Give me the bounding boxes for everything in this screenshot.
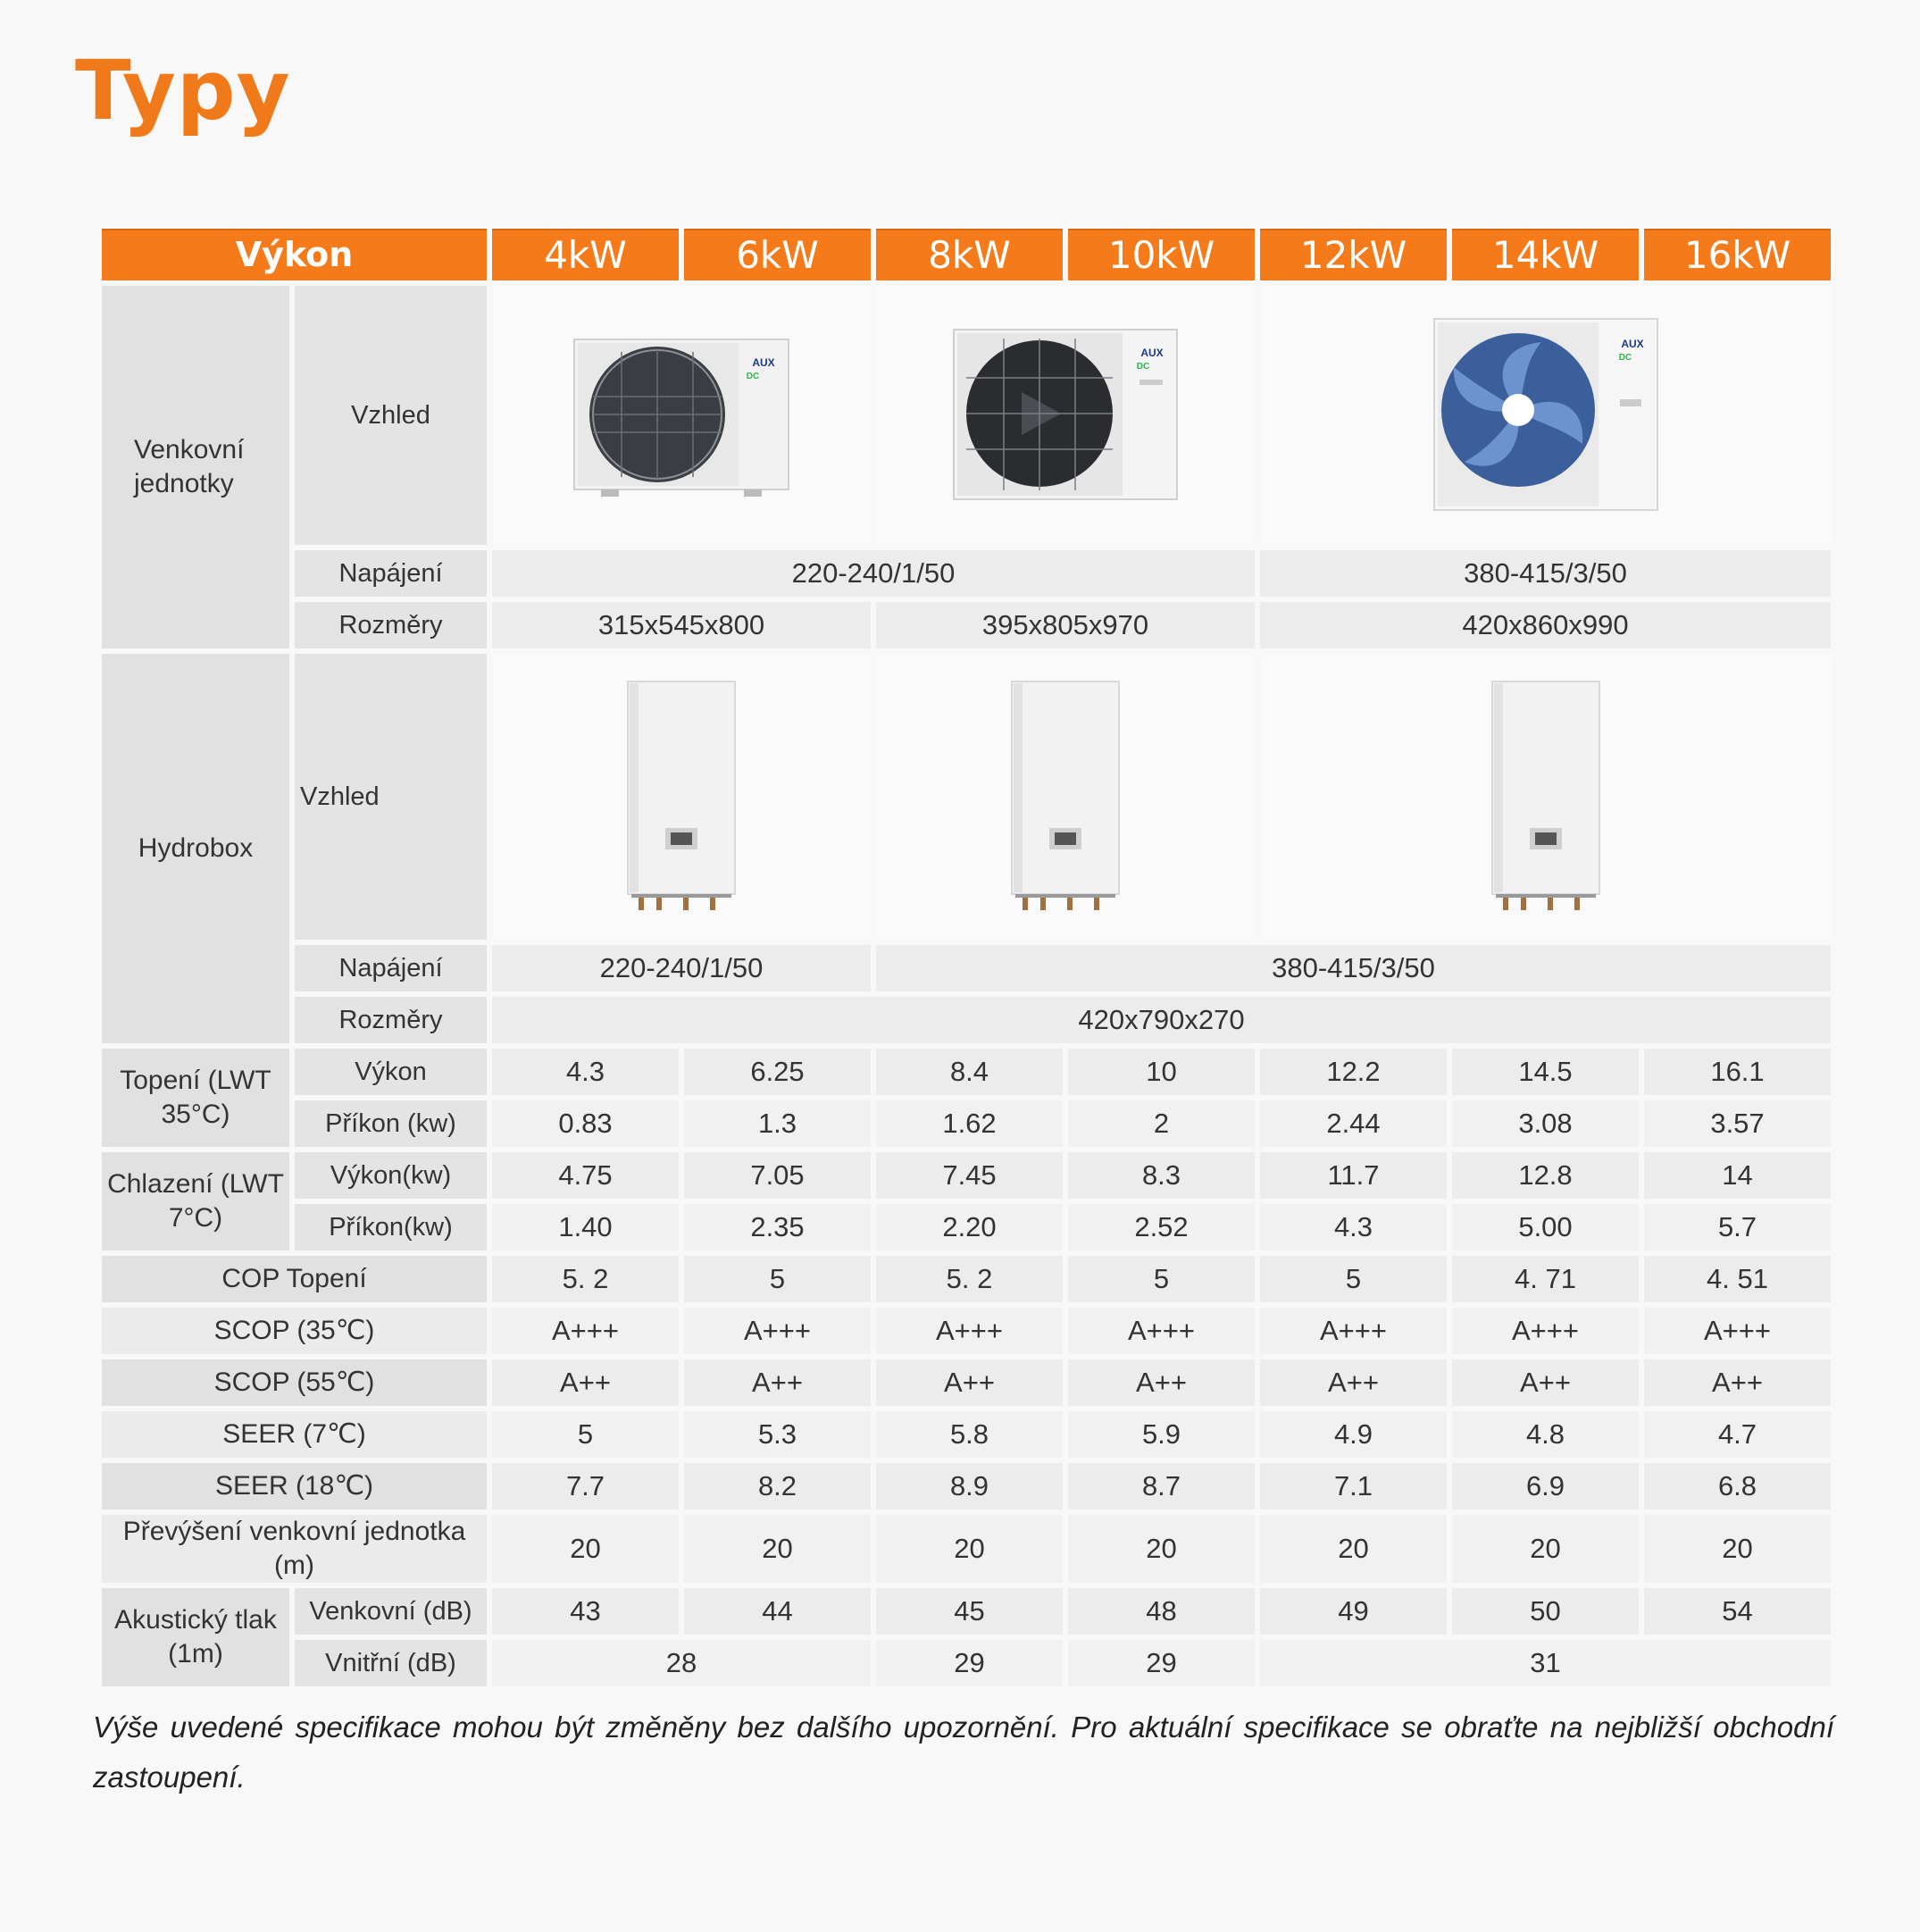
scop55-value: A++ (1644, 1359, 1831, 1406)
scop55-value: A++ (876, 1359, 1063, 1406)
brand-sub-logo: DC (746, 372, 760, 381)
elevation-value: 20 (1068, 1515, 1255, 1583)
brand-logo: AUX (1140, 347, 1164, 359)
hydrobox-appearance-row (102, 654, 1831, 940)
cop-row (102, 1256, 1831, 1302)
cop-value: 5. 2 (492, 1256, 679, 1302)
heating-output-value: 6.25 (684, 1049, 871, 1095)
outdoor-power-label: Napájení (295, 550, 487, 597)
scop55-row (102, 1359, 1831, 1406)
model-12kw: 12kW (1260, 229, 1447, 280)
hydrobox-image-1 (492, 654, 871, 940)
elevation-value: 20 (1452, 1515, 1639, 1583)
heating-input-value: 3.08 (1452, 1100, 1639, 1147)
seer7-value: 5.8 (876, 1411, 1063, 1458)
cop-value: 5 (1068, 1256, 1255, 1302)
elevation-value: 20 (876, 1515, 1063, 1583)
acoustic-outdoor-row (102, 1588, 1831, 1635)
seer7-value: 4.7 (1644, 1411, 1831, 1458)
cop-label: COP Topení (102, 1256, 487, 1302)
scop55-value: A++ (684, 1359, 871, 1406)
scop55-value: A++ (1452, 1359, 1639, 1406)
outdoor-unit-medium-icon (945, 321, 1186, 510)
cooling-label: Chlazení (LWT 7°C) (102, 1152, 289, 1250)
cooling-output-value: 7.05 (684, 1152, 871, 1199)
seer7-value: 5 (492, 1411, 679, 1458)
acoustic-indoor-value: 29 (1068, 1640, 1255, 1686)
cop-value: 5 (684, 1256, 871, 1302)
acoustic-indoor-label: Vnitřní (dB) (295, 1640, 487, 1686)
scop55-value: A++ (492, 1359, 679, 1406)
brand-sub-logo: DC (1618, 353, 1632, 363)
model-8kw: 8kW (876, 229, 1063, 280)
scop35-row (102, 1308, 1831, 1354)
seer7-value: 5.3 (684, 1411, 871, 1458)
outdoor-dims-medium: 395x805x970 (876, 602, 1255, 648)
seer18-value: 7.7 (492, 1463, 679, 1510)
hydrobox-dims-label: Rozměry (295, 997, 487, 1043)
acoustic-indoor-value: 29 (876, 1640, 1063, 1686)
elevation-value: 20 (684, 1515, 871, 1583)
cooling-input-value: 2.35 (684, 1204, 871, 1250)
hydrobox-image-3 (1260, 654, 1831, 940)
heating-input-row (102, 1100, 1831, 1147)
outdoor-unit-large-icon (1425, 310, 1666, 521)
outdoor-power-three: 380-415/3/50 (1260, 550, 1831, 597)
acoustic-indoor-row (102, 1640, 1831, 1686)
cooling-output-value: 8.3 (1068, 1152, 1255, 1199)
outdoor-unit-image-medium (876, 286, 1255, 545)
seer18-label: SEER (18℃) (102, 1463, 487, 1510)
outdoor-dims-small: 315x545x800 (492, 602, 871, 648)
model-14kw: 14kW (1452, 229, 1639, 280)
heating-output-label: Výkon (295, 1049, 487, 1095)
cooling-output-row (102, 1152, 1831, 1199)
seer18-value: 7.1 (1260, 1463, 1447, 1510)
outdoor-dims-row (102, 602, 1831, 648)
scop35-value: A+++ (1452, 1308, 1639, 1354)
scop35-value: A+++ (1644, 1308, 1831, 1354)
seer7-value: 4.9 (1260, 1411, 1447, 1458)
header-row (102, 229, 1831, 280)
acoustic-outdoor-value: 49 (1260, 1588, 1447, 1635)
model-6kw: 6kW (684, 229, 871, 280)
heating-input-value: 2 (1068, 1100, 1255, 1147)
page-title: Typy (75, 43, 291, 138)
heating-input-value: 0.83 (492, 1100, 679, 1147)
scop35-value: A+++ (1068, 1308, 1255, 1354)
brand-logo: AUX (1620, 338, 1644, 350)
seer18-row (102, 1463, 1831, 1510)
cooling-output-label: Výkon(kw) (295, 1152, 487, 1199)
seer18-value: 8.9 (876, 1463, 1063, 1510)
brand-sub-logo: DC (1136, 362, 1150, 372)
heating-output-value: 10 (1068, 1049, 1255, 1095)
cooling-output-value: 14 (1644, 1152, 1831, 1199)
outdoor-unit-image-small (492, 286, 871, 545)
cooling-output-value: 11.7 (1260, 1152, 1447, 1199)
scop55-label: SCOP (55℃) (102, 1359, 487, 1406)
cooling-output-value: 4.75 (492, 1152, 679, 1199)
outdoor-unit-small-icon (565, 330, 797, 500)
outdoor-unit-image-large (1260, 286, 1831, 545)
acoustic-outdoor-value: 44 (684, 1588, 871, 1635)
outdoor-appearance-label: Vzhled (295, 286, 487, 545)
outdoor-dims-label: Rozměry (295, 602, 487, 648)
hydrobox-power-single: 220-240/1/50 (492, 945, 871, 991)
acoustic-outdoor-value: 45 (876, 1588, 1063, 1635)
hydrobox-power-row (102, 945, 1831, 991)
seer18-value: 8.7 (1068, 1463, 1255, 1510)
cop-value: 4. 71 (1452, 1256, 1639, 1302)
heating-output-value: 4.3 (492, 1049, 679, 1095)
hydrobox-dims-row (102, 997, 1831, 1043)
hydrobox-label: Hydrobox (102, 654, 289, 1043)
cooling-input-label: Příkon(kw) (295, 1204, 487, 1250)
cooling-input-value: 5.7 (1644, 1204, 1831, 1250)
scop55-value: A++ (1260, 1359, 1447, 1406)
cop-value: 4. 51 (1644, 1256, 1831, 1302)
acoustic-outdoor-label: Venkovní (dB) (295, 1588, 487, 1635)
seer7-row (102, 1411, 1831, 1458)
hydrobox-power-three: 380-415/3/50 (876, 945, 1831, 991)
cooling-input-value: 4.3 (1260, 1204, 1447, 1250)
heating-label: Topení (LWT 35°C) (102, 1049, 289, 1147)
heating-input-label: Příkon (kw) (295, 1100, 487, 1147)
cooling-input-value: 1.40 (492, 1204, 679, 1250)
heating-input-value: 2.44 (1260, 1100, 1447, 1147)
scop35-value: A+++ (876, 1308, 1063, 1354)
outdoor-dims-large: 420x860x990 (1260, 602, 1831, 648)
acoustic-outdoor-value: 43 (492, 1588, 679, 1635)
acoustic-indoor-value: 28 (492, 1640, 871, 1686)
seer18-value: 6.8 (1644, 1463, 1831, 1510)
outdoor-power-row (102, 550, 1831, 597)
heating-output-value: 8.4 (876, 1049, 1063, 1095)
hydrobox-dims: 420x790x270 (492, 997, 1831, 1043)
outdoor-label: Venkovní jednotky (102, 286, 289, 648)
seer7-value: 5.9 (1068, 1411, 1255, 1458)
hydrobox-power-label: Napájení (295, 945, 487, 991)
brand-logo: AUX (752, 356, 775, 369)
heating-input-value: 3.57 (1644, 1100, 1831, 1147)
heating-output-value: 14.5 (1452, 1049, 1639, 1095)
cooling-input-row (102, 1204, 1831, 1250)
outdoor-power-single: 220-240/1/50 (492, 550, 1255, 597)
seer7-label: SEER (7℃) (102, 1411, 487, 1458)
acoustic-indoor-value: 31 (1260, 1640, 1831, 1686)
cooling-output-value: 12.8 (1452, 1152, 1639, 1199)
elevation-value: 20 (1260, 1515, 1447, 1583)
heating-output-value: 16.1 (1644, 1049, 1831, 1095)
scop55-value: A++ (1068, 1359, 1255, 1406)
acoustic-label: Akustický tlak (1m) (102, 1588, 289, 1686)
elevation-value: 20 (492, 1515, 679, 1583)
outdoor-appearance-row (102, 286, 1831, 545)
cooling-output-value: 7.45 (876, 1152, 1063, 1199)
scop35-value: A+++ (684, 1308, 871, 1354)
cooling-input-value: 2.20 (876, 1204, 1063, 1250)
heating-output-value: 12.2 (1260, 1049, 1447, 1095)
spec-table (96, 223, 1836, 1692)
heating-input-value: 1.62 (876, 1100, 1063, 1147)
cop-value: 5. 2 (876, 1256, 1063, 1302)
scop35-value: A+++ (492, 1308, 679, 1354)
acoustic-outdoor-value: 54 (1644, 1588, 1831, 1635)
model-10kw: 10kW (1068, 229, 1255, 280)
elevation-row (102, 1515, 1831, 1583)
seer18-value: 6.9 (1452, 1463, 1639, 1510)
acoustic-outdoor-value: 48 (1068, 1588, 1255, 1635)
hydrobox-unit-icon (1483, 676, 1608, 917)
elevation-label: Převýšení venkovní jednotka (m) (102, 1515, 487, 1583)
hydrobox-appearance-label: Vzhled (295, 654, 487, 940)
cooling-input-value: 2.52 (1068, 1204, 1255, 1250)
hydrobox-image-2 (876, 654, 1255, 940)
model-4kw: 4kW (492, 229, 679, 280)
hydrobox-unit-icon (619, 676, 744, 917)
seer18-value: 8.2 (684, 1463, 871, 1510)
cooling-input-value: 5.00 (1452, 1204, 1639, 1250)
heating-output-row (102, 1049, 1831, 1095)
elevation-value: 20 (1644, 1515, 1831, 1583)
scop35-label: SCOP (35℃) (102, 1308, 487, 1354)
acoustic-outdoor-value: 50 (1452, 1588, 1639, 1635)
cop-value: 5 (1260, 1256, 1447, 1302)
seer7-value: 4.8 (1452, 1411, 1639, 1458)
model-16kw: 16kW (1644, 229, 1831, 280)
hydrobox-unit-icon (1003, 676, 1128, 917)
disclaimer-note: Výše uvedené specifikace mohou být změněny bez dalšího upozornění. Pro aktuální specifikace se obraťte na nejbližší obchodní zastoupení. (93, 1710, 1834, 1794)
heating-input-value: 1.3 (684, 1100, 871, 1147)
scop35-value: A+++ (1260, 1308, 1447, 1354)
header-power-label: Výkon (102, 229, 487, 280)
